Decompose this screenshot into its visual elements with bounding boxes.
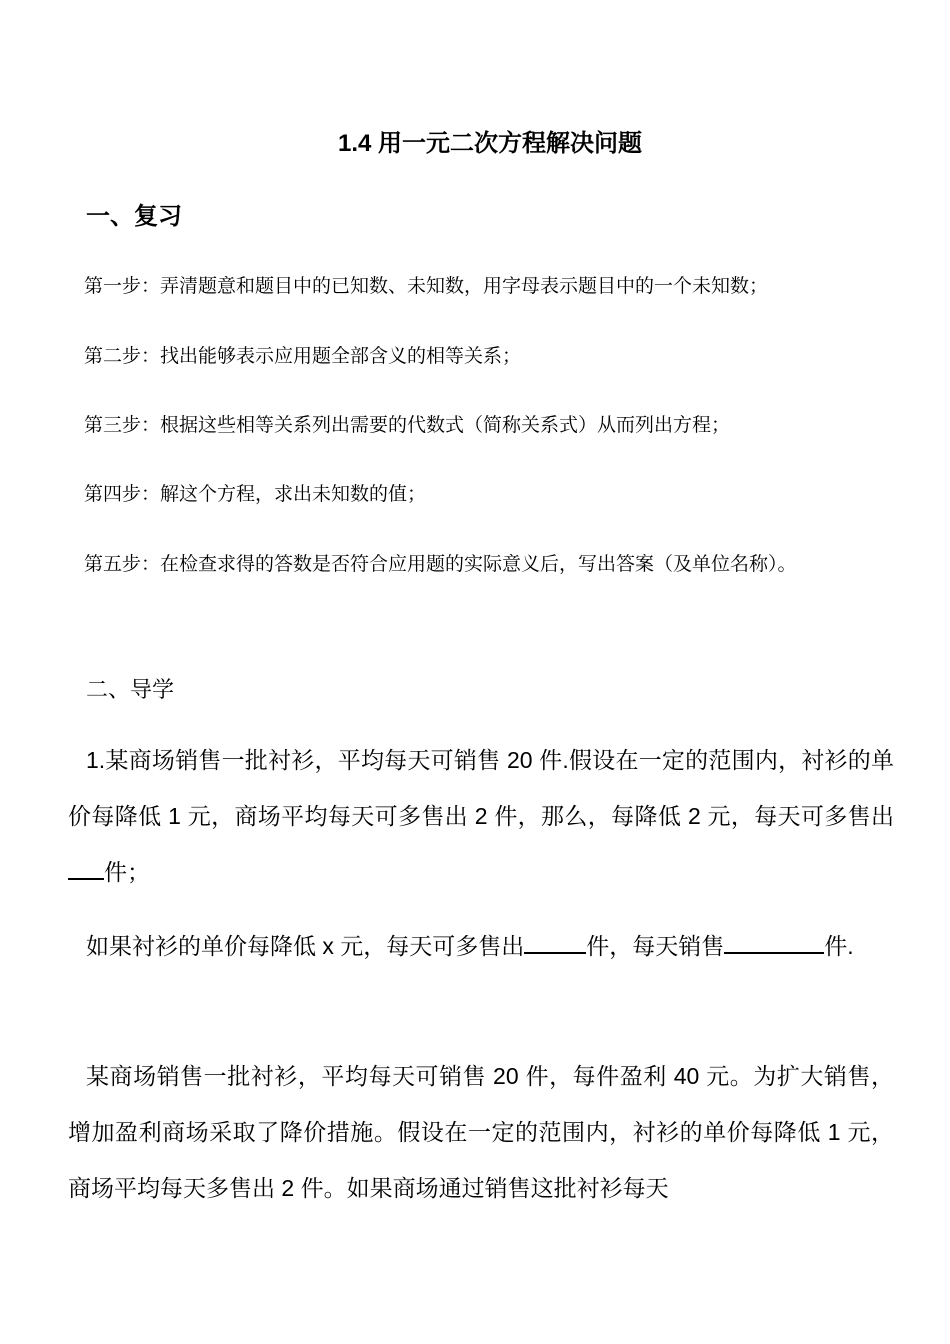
- question-2-text: 如果衬衫的单价每降低 x 元，每天可多售出: [86, 933, 525, 959]
- review-step-1: 第一步：弄清题意和题目中的已知数、未知数，用字母表示题目中的一个未知数；: [84, 275, 769, 297]
- answer-blank-3[interactable]: [724, 928, 824, 954]
- section-heading-guide: 二、导学: [86, 678, 175, 703]
- question-1-text: 1.某商场销售一批衬衫，平均每天可销售 20 件.假设在一定的范围内，衬衫的单价每降低 1 元，商场平均每天可多售出 2 件，那么，每降低 2 元，每天可多售出: [68, 747, 894, 829]
- question-1-tail: 件；: [104, 859, 150, 885]
- question-2-middle: 件，每天销售: [586, 933, 725, 959]
- answer-blank-1[interactable]: [68, 854, 104, 880]
- question-1: [68, 732, 894, 900]
- review-step-2: 第二步：找出能够表示应用题全部含义的相等关系；: [84, 345, 522, 367]
- question-2: [68, 918, 894, 974]
- document-title: 1.4 用一元二次方程解决问题: [337, 130, 643, 157]
- review-step-4: 第四步：解这个方程，求出未知数的值；: [84, 483, 427, 505]
- question-3: 某商场销售一批衬衫，平均每天可销售 20 件，每件盈利 40 元。为扩大销售，增加盈利商场采取了降价措施。假设在一定的范围内，衬衫的单价每降低 1 元，商场平均每天多售出 2 件。如果商场通过销售这批衬衫每天: [68, 1063, 894, 1201]
- section-heading-review: 一、复习: [86, 202, 182, 230]
- review-step-3: 第三步：根据这些相等关系列出需要的代数式（简称关系式）从而列出方程；: [84, 414, 731, 436]
- question-2-tail: 件.: [824, 933, 854, 959]
- review-step-5: 第五步：在检查求得的答数是否符合应用题的实际意义后，写出答案（及单位名称）。: [84, 553, 797, 575]
- answer-blank-2[interactable]: [524, 928, 586, 954]
